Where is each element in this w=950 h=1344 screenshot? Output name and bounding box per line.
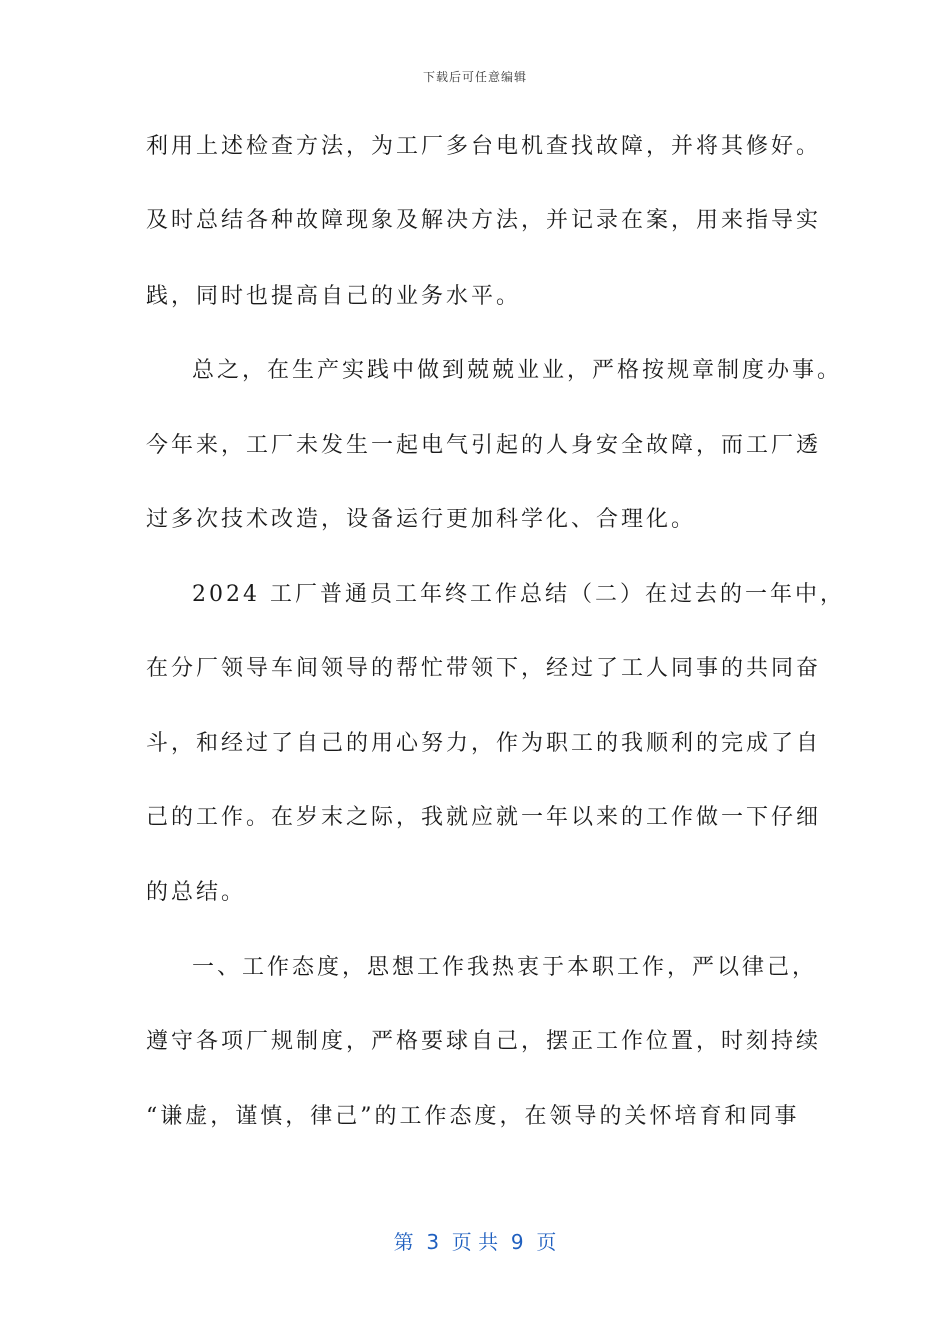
text-line: 2024 工厂普通员工年终工作总结（二）在过去的一年中， — [192, 582, 845, 607]
text-line: 今年来，工厂未发生一起电气引起的人身安全故障，而工厂透 — [146, 433, 822, 458]
text-line: 在分厂领导车间领导的帮忙带领下，经过了工人同事的共同奋 — [146, 656, 822, 681]
text-line: 践，同时也提高自己的业务水平。 — [146, 284, 522, 309]
text-line: “谦虚，谨慎，律己”的工作态度，在领导的关怀培育和同事 — [146, 1104, 800, 1129]
text-line: 及时总结各种故障现象及解决方法，并记录在案，用来指导实 — [146, 208, 822, 233]
page-number: 第 3 页 共 9 页 — [393, 1230, 557, 1254]
text-line: 斗，和经过了自己的用心努力，作为职工的我顺利的完成了自 — [146, 731, 822, 756]
text-line: 一、工作态度，思想工作我热衷于本职工作，严以律己， — [192, 955, 818, 980]
page-header-note: 下载后可任意编辑 — [422, 70, 527, 84]
text-line: 过多次技术改造，设备运行更加科学化、合理化。 — [146, 507, 697, 532]
text-line: 利用上述检查方法，为工厂多台电机查找故障，并将其修好。 — [146, 134, 822, 159]
text-line: 的总结。 — [146, 880, 247, 905]
text-line: 遵守各项厂规制度，严格要球自己，摆正工作位置，时刻持续 — [146, 1029, 822, 1054]
text-line: 己的工作。在岁末之际，我就应就一年以来的工作做一下仔细 — [146, 805, 822, 830]
text-line: 总之，在生产实践中做到兢兢业业，严格按规章制度办事。 — [192, 358, 843, 383]
